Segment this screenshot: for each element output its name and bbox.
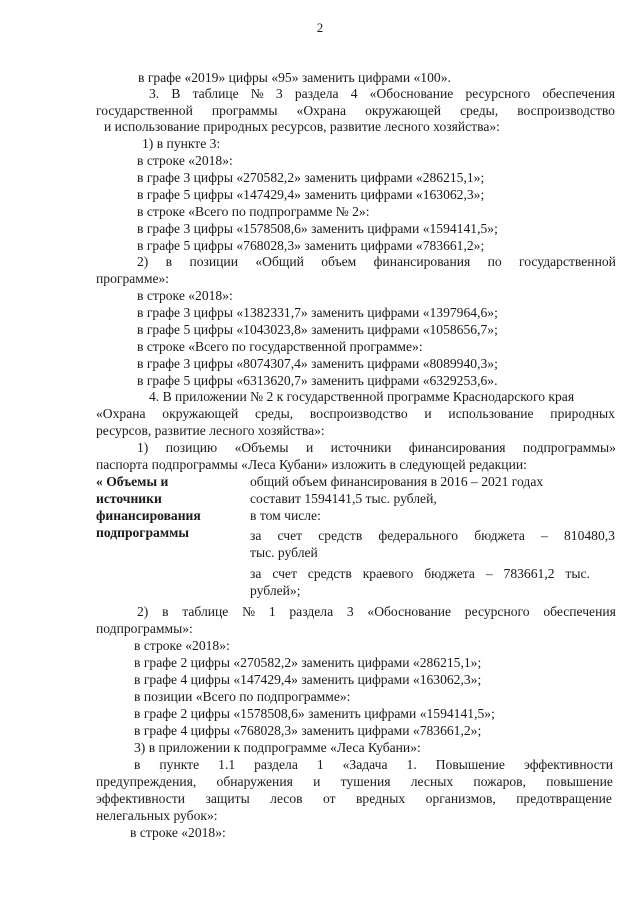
word: природных [550, 406, 615, 421]
word: подпрограммы» [522, 440, 616, 455]
word: источники [330, 440, 392, 455]
word: 4 [350, 86, 358, 101]
passport-value-line: составит 1594141,5 тыс. рублей, [250, 491, 437, 506]
word: предотвращение [516, 791, 612, 806]
word: «Обоснование [369, 86, 454, 101]
word: финансирования [373, 254, 471, 269]
text-line: подпрограммы»: [96, 621, 193, 636]
word: Повышение [435, 757, 505, 772]
text-line: ресурсов, развитие лесного хозяйства»: [96, 423, 325, 438]
word: от [323, 791, 336, 806]
word: организмов, [425, 791, 496, 806]
word: повышение [546, 774, 613, 789]
word: тушения [340, 774, 391, 789]
word: № [250, 86, 264, 101]
word: В [171, 86, 181, 101]
word: позицию [165, 440, 218, 455]
text-line: в строке «Всего по подпрограмме № 2»: [137, 204, 370, 219]
word: и [424, 406, 432, 421]
word: ресурсного [465, 86, 531, 101]
word: пожаров, [473, 774, 526, 789]
word: вредных [356, 791, 406, 806]
text-line: 3) в приложении к подпрограмме «Леса Кубани»: [134, 740, 421, 755]
word: бюджета [424, 566, 475, 581]
passport-label-line: подпрограммы [96, 525, 189, 540]
word: воспроизводство [517, 103, 615, 118]
text-line: в графе 3 цифры «1382331,7» заменить цифрами «1397964,6»; [137, 305, 498, 320]
word: в [134, 757, 141, 772]
word: – [485, 566, 493, 581]
text-line: программе»: [96, 271, 170, 286]
text-line: в графе 5 цифры «768028,3» заменить цифрами «783661,2»; [137, 238, 485, 253]
word: 3 [346, 604, 354, 619]
text-line: в графе 5 цифры «147429,4» заменить цифрами «163062,3»; [137, 187, 485, 202]
text-line [96, 791, 612, 807]
passport-value-line: в том числе: [250, 508, 321, 523]
word: раздела [254, 757, 298, 772]
word: окружающей [162, 406, 239, 421]
word: ресурсного [464, 604, 530, 619]
word: обеспечения [542, 86, 615, 101]
word: окружающей [365, 103, 442, 118]
passport-label-line: « Объемы и [96, 474, 169, 489]
word: 3 [275, 86, 283, 101]
text-line: в строке «Всего по государственной программе»: [137, 339, 423, 354]
word: 2) [137, 254, 149, 269]
passport-value-line: общий объем финансирования в 2016 – 2021 годах [250, 474, 544, 489]
word: пункте [159, 757, 200, 772]
word: «Объемы [234, 440, 289, 455]
passport-value-line: рублей»; [250, 583, 301, 598]
text-line [149, 86, 615, 102]
passport-value-line [250, 566, 590, 582]
word: тыс. [565, 566, 590, 581]
word: «Охрана [296, 103, 347, 118]
text-line: в графе 2 цифры «270582,2» заменить цифрами «286215,1»; [134, 655, 482, 670]
word: предупреждения, [96, 774, 197, 789]
text-line: в строке «2018»: [137, 153, 233, 168]
text-line: в графе 5 цифры «1043023,8» заменить цифрами «1058656,7»; [137, 322, 498, 337]
word: таблице [192, 86, 239, 101]
text-line: нелегальных рубок»: [96, 808, 218, 823]
page-number: 2 [316, 20, 324, 35]
word: и [305, 440, 314, 455]
word: лесов [270, 791, 303, 806]
word: в [162, 604, 169, 619]
text-line: 4. В приложении № 2 к государственной программе Краснодарского края [149, 389, 575, 404]
passport-label-line: финансирования [96, 508, 201, 523]
text-line: в графе 2 цифры «1578508,6» заменить цифрами «1594141,5»; [134, 706, 495, 721]
word: 2) [137, 604, 149, 619]
word: по [487, 254, 502, 269]
text-line: в строке «2018»: [137, 288, 233, 303]
text-line: 1) в пункте 3: [142, 136, 221, 151]
word: за [250, 528, 262, 543]
text-line: в графе 3 цифры «8074307,4» заменить цифрами «8089940,3»; [137, 356, 498, 371]
word: среды, [460, 103, 499, 118]
word: и [313, 774, 321, 789]
word: позиции [189, 254, 238, 269]
word: «Охрана [96, 406, 146, 421]
text-line: в графе «2019» цифры «95» заменить цифрами «100». [138, 70, 451, 85]
word: лесных [410, 774, 454, 789]
text-line: в графе 3 цифры «1578508,6» заменить цифрами «1594141,5»; [137, 221, 498, 236]
word: обнаружения [216, 774, 293, 789]
word: раздела [294, 86, 339, 101]
word: средств [307, 566, 352, 581]
text-line: в графе 3 цифры «270582,2» заменить цифрами «286215,1»; [137, 170, 485, 185]
word: 1. [406, 757, 417, 772]
text-line [137, 440, 616, 456]
word: эффективности [96, 791, 186, 806]
word: № [242, 604, 256, 619]
word: «Задача [342, 757, 388, 772]
word: краевого [362, 566, 414, 581]
word: 1 [268, 604, 276, 619]
word: 810480,3 [563, 528, 615, 543]
word: государственной [519, 254, 616, 269]
word: за [250, 566, 262, 581]
text-line: в строке «2018»: [134, 638, 230, 653]
word: счет [277, 528, 303, 543]
text-line: в строке «2018»: [130, 825, 226, 840]
word: среды, [255, 406, 294, 421]
text-line [137, 604, 616, 620]
text-line: в позиции «Всего по подпрограмме»: [134, 689, 351, 704]
text-line: в графе 4 цифры «147429,4» заменить цифрами «163062,3»; [134, 672, 482, 687]
word: обеспечения [543, 604, 616, 619]
word: программы [211, 103, 278, 118]
text-line [96, 774, 613, 790]
word: счет [272, 566, 297, 581]
word: использование [448, 406, 534, 421]
word: бюджета [474, 528, 525, 543]
word: «Обоснование [367, 604, 452, 619]
text-line [134, 757, 613, 773]
passport-label-line: источники [96, 491, 162, 506]
word: воспроизводство [309, 406, 408, 421]
text-line: в графе 4 цифры «768028,3» заменить цифрами «783661,2»; [134, 723, 482, 738]
word: «Общий [255, 254, 304, 269]
word: раздела [289, 604, 334, 619]
text-line: и использование природных ресурсов, развитие лесного хозяйства»: [104, 119, 500, 134]
word: 1 [316, 757, 324, 772]
text-line: паспорта подпрограммы «Леса Кубани» изложить в следующей редакции: [96, 457, 527, 472]
word: средств [318, 528, 363, 543]
text-line [96, 103, 615, 119]
text-line [96, 406, 615, 422]
word: – [541, 528, 548, 543]
word: 3. [149, 86, 160, 101]
word: государственной [96, 103, 193, 118]
word: финансирования [408, 440, 506, 455]
text-line: в графе 5 цифры «6313620,7» заменить цифрами «6329253,6». [137, 373, 498, 388]
word: федерального [378, 528, 459, 543]
passport-value-line: тыс. рублей [250, 545, 318, 560]
word: 1.1 [218, 757, 236, 772]
word: таблице [182, 604, 229, 619]
word: защиты [205, 791, 250, 806]
word: эффективности [523, 757, 613, 772]
passport-value-line [250, 528, 615, 544]
word: объем [321, 254, 357, 269]
text-line [137, 254, 616, 270]
word: 1) [137, 440, 149, 455]
word: 783661,2 [503, 566, 555, 581]
word: в [165, 254, 173, 269]
